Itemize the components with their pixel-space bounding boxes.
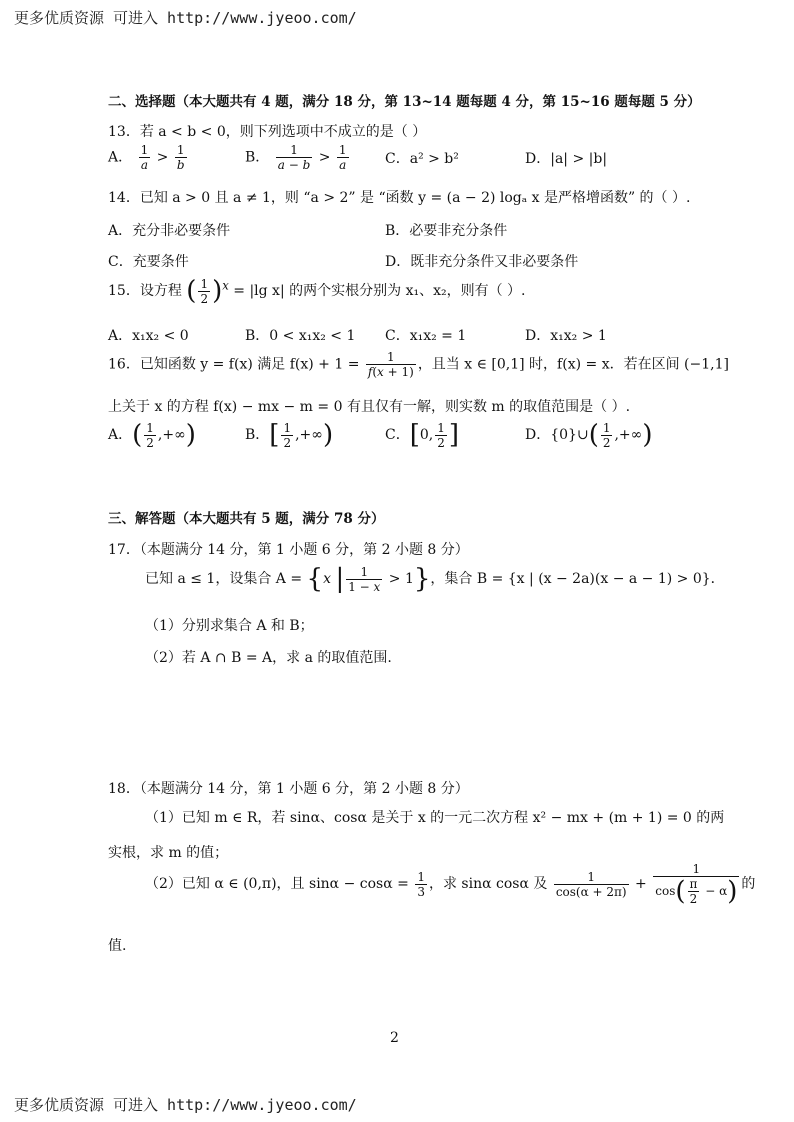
q16-option-a: A．( $\frac{1}{2}$ ,+∞) bbox=[108, 420, 196, 450]
q15-stem-post: = |lg x| 的两个实根分别为 x₁、x₂，则有（ ）. bbox=[233, 283, 526, 299]
q13-d-text: |a| > |b| bbox=[550, 151, 608, 167]
q16-option-c: C．[0, $\frac{1}{2}$ ] bbox=[385, 420, 460, 450]
q16-option-d: D．{0}∪( $\frac{1}{2}$ ,+∞) bbox=[525, 420, 653, 450]
q14-option-a: A．充分非必要条件 bbox=[108, 223, 231, 239]
q16-stem-pre: 16．已知函数 y = f(x) 满足 f(x) + 1 = bbox=[108, 356, 360, 373]
q18-part1-line1: （1）已知 m ∈ R，若 sinα、cosα 是关于 x 的一元二次方程 x² − mx + (m + 1) = 0 的两 bbox=[145, 810, 725, 826]
q13-option-c bbox=[385, 148, 459, 168]
q13-b-label: B． bbox=[245, 149, 270, 166]
q18-part2-line1: （2）已知 α ∈ (0,π)，且 sinα − cosα = $\frac{1}{3}$ ，求 sinα cosα 及 $\frac{1}{\cos(\alpha + 2\pi)}$ + 1 cos( $\frac{\pi}{2}$ − α) 的 bbox=[145, 862, 756, 907]
q13-option-a: A． $\frac{1}{a}$ > $\frac{1}{b}$ bbox=[108, 143, 185, 172]
q16-stem-line1: 16．已知函数 y = f(x) 满足 f(x) + 1 = $\frac{1}{f(x + 1)}$ ，且当 x ∈ [0,1] 时，f(x) = x．若在区间 (−1,1] bbox=[108, 350, 729, 379]
q16-b-label: B． bbox=[245, 427, 270, 443]
q16-option-b: B．[ $\frac{1}{2}$ ,+∞) bbox=[245, 420, 334, 450]
q14-option-d: D．既非充分条件又非必要条件 bbox=[385, 254, 579, 270]
q13-c-label: C． bbox=[385, 151, 410, 167]
q17-part2: （2）若 A ∩ B = A，求 a 的取值范围. bbox=[145, 650, 392, 666]
q17-part1: （1）分别求集合 A 和 B； bbox=[145, 618, 314, 634]
q18-p2-pre: （2）已知 α ∈ (0,π)，且 sinα − cosα = bbox=[145, 876, 409, 892]
q18-part1-line2: 实根，求 m 的值； bbox=[108, 845, 229, 861]
page-number: 2 bbox=[390, 1030, 399, 1046]
q16-stem-post: ，且当 x ∈ [0,1] 时，f(x) = x．若在区间 (−1,1] bbox=[417, 356, 729, 373]
q16-c-label: C． bbox=[385, 427, 410, 443]
q17-cond-pre: 已知 a ≤ 1，设集合 A = bbox=[145, 571, 303, 587]
q13-c-text: a² > b² bbox=[409, 151, 459, 167]
q13-stem: 13．若 a < b < 0，则下列选项中不成立的是（ ） bbox=[108, 124, 427, 140]
q14-stem: 14．已知 a > 0 且 a ≠ 1，则 “a > 2” 是 “函数 y = (a − 2) logₐ x 是严格增函数” 的（ ）. bbox=[108, 190, 691, 206]
q17-condition: 已知 a ≤ 1，设集合 A = {x | $\frac{1}{1 - x}$ > 1}，集合 B = {x | (x − 2a)(x − a − 1) > 0}． bbox=[145, 564, 725, 594]
q16-stem-line2: 上关于 x 的方程 f(x) − mx − m = 0 有且仅有一解，则实数 m 的取值范围是（ ）. bbox=[108, 399, 631, 415]
q18-head: 18．（本题满分 14 分，第 1 小题 6 分，第 2 小题 8 分） bbox=[108, 781, 469, 797]
q13-option-b: B． $\frac{1}{a - b}$ > $\frac{1}{a}$ bbox=[245, 143, 347, 172]
header-link-text: 更多优质资源 可进入 http://www.jyeoo.com/ bbox=[14, 9, 357, 27]
q14-option-c: C．充要条件 bbox=[108, 254, 189, 270]
q14-option-b: B．必要非充分条件 bbox=[385, 223, 508, 239]
q18-part2-line2: 值. bbox=[108, 938, 127, 954]
q15-option-a: A．x₁x₂ < 0 bbox=[108, 328, 189, 344]
q15-option-d: D．x₁x₂ > 1 bbox=[525, 328, 607, 344]
q15-option-c: C．x₁x₂ = 1 bbox=[385, 328, 467, 344]
q13-d-label: D． bbox=[525, 151, 551, 167]
q15-stem: 15．设方程 ( $\frac{1}{2}$ )$^x$ = |lg x| 的两个实根分别为 x₁、x₂，则有（ ）. bbox=[108, 276, 526, 306]
section3-title: 三、解答题（本大题共有 5 题，满分 78 分） bbox=[108, 511, 385, 527]
q13-a-label: A． bbox=[108, 149, 133, 166]
section2-title: 二、选择题（本大题共有 4 题，满分 18 分，第 13~14 题每题 4 分，第 15~16 题每题 5 分） bbox=[108, 94, 701, 110]
q18-p2-end: 的 bbox=[741, 876, 756, 892]
q15-stem-pre: 15．设方程 bbox=[108, 283, 182, 299]
footer-link-text: 更多优质资源 可进入 http://www.jyeoo.com/ bbox=[14, 1096, 357, 1114]
q15-option-b: B．0 < x₁x₂ < 1 bbox=[245, 328, 356, 344]
q13-option-d bbox=[525, 148, 607, 168]
q17-head: 17．（本题满分 14 分，第 1 小题 6 分，第 2 小题 8 分） bbox=[108, 542, 469, 558]
q18-p2-mid: ，求 sinα cosα 及 bbox=[428, 876, 548, 892]
q16-d-label: D． bbox=[525, 427, 551, 443]
q16-a-label: A． bbox=[108, 427, 133, 443]
q17-cond-post: ，集合 B = {x | (x − 2a)(x − a − 1) > 0}． bbox=[430, 571, 725, 587]
